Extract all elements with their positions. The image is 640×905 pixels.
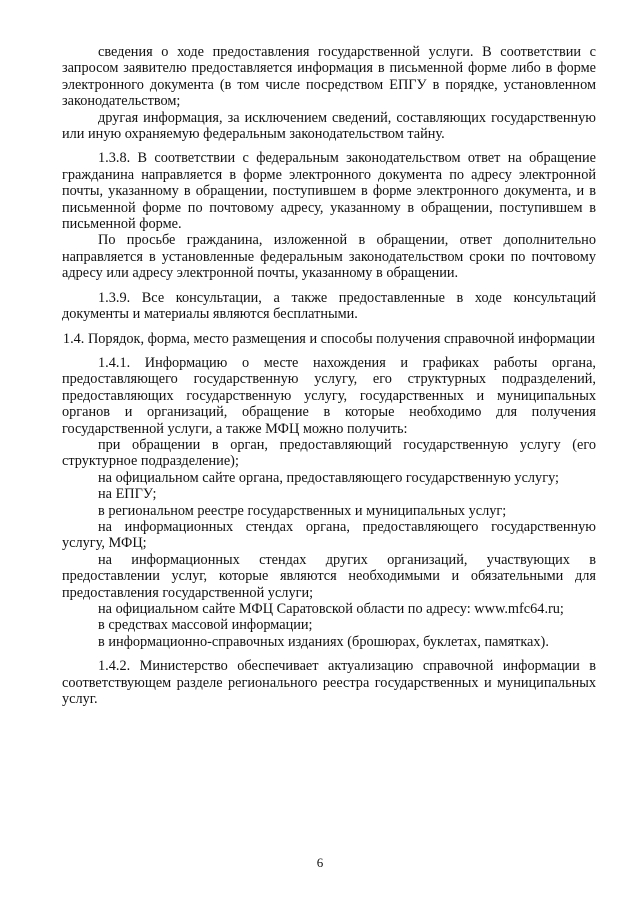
document-body bbox=[62, 44, 596, 709]
list-item-stands-organ: на информационных стендах органа, предоставляющего государственную услугу, МФЦ; bbox=[62, 518, 596, 552]
list-item-publications: в информационно-справочных изданиях (брошюрах, буклетах, памятках). bbox=[98, 633, 549, 650]
paragraph-1-4-2: 1.4.2. Министерство обеспечивает актуализацию справочной информации в соответствующем разделе регионального реестра государственных и муниципальных услуг. bbox=[62, 658, 596, 708]
paragraph-other-info: другая информация, за исключением сведений, составляющих государственную или иную охраняемую федеральным законодательством тайну. bbox=[62, 109, 596, 143]
paragraph-request-info: сведения о ходе предоставления государственной услуги. В соответствии с запросом заявителю предоставляется информация в письменной форме либо в форме электронного документа (в том числе посредством ЕПГУ в порядке, установленном законодательством; bbox=[62, 44, 596, 110]
paragraph-1-3-9: 1.3.9. Все консультации, а также предоставленные в ходе консультаций документы и материалы являются бесплатными. bbox=[62, 289, 596, 323]
section-heading-1-4: 1.4. Порядок, форма, место размещения и способы получения справочной информации bbox=[62, 330, 596, 347]
list-item-mfc-site: на официальном сайте МФЦ Саратовской области по адресу: www.mfc64.ru; bbox=[98, 601, 564, 617]
list-item-official-site: на официальном сайте органа, предоставляющего государственную услугу; bbox=[98, 469, 560, 486]
paragraph-citizen-request: По просьбе гражданина, изложенной в обращении, ответ дополнительно направляется в установленные федеральным законодательством сроки по почтовому адресу или адресу электронной почты, указанному в обращении. bbox=[62, 232, 596, 282]
paragraph-1-4-1: 1.4.1. Информацию о месте нахождения и графиках работы органа, предоставляющего государственную услугу, его структурных подразделений, предоставляющих государственную услугу, государственных и муниципальных органов и организаций, обращение в которые необходимо для получения государственной услуги, а также МФЦ можно получить: bbox=[62, 354, 596, 437]
paragraph-1-3-8: 1.3.8. В соответствии с федеральным законодательством ответ на обращение гражданина направляется в форме электронного документа по адресу электронной почты, указанному в обращении, поступившем в форме электронного документа, и в письменной форме по почтовому адресу, указанному в обращении, поступившем в письменной форме. bbox=[62, 150, 596, 233]
list-item-organ: при обращении в орган, предоставляющий государственную услугу (его структурное подразделение); bbox=[62, 436, 596, 470]
list-item-epgu: на ЕПГУ; bbox=[98, 486, 157, 503]
page-number: 6 bbox=[316, 855, 324, 870]
list-item-stands-other: на информационных стендах других организаций, участвующих в предоставлении услуг, которые являются необходимыми и обязательными для предоставления государственной услуги; bbox=[62, 551, 596, 601]
list-item-registry: в региональном реестре государственных и муниципальных услуг; bbox=[98, 502, 507, 519]
list-item-mass-media: в средствах массовой информации; bbox=[98, 617, 313, 634]
